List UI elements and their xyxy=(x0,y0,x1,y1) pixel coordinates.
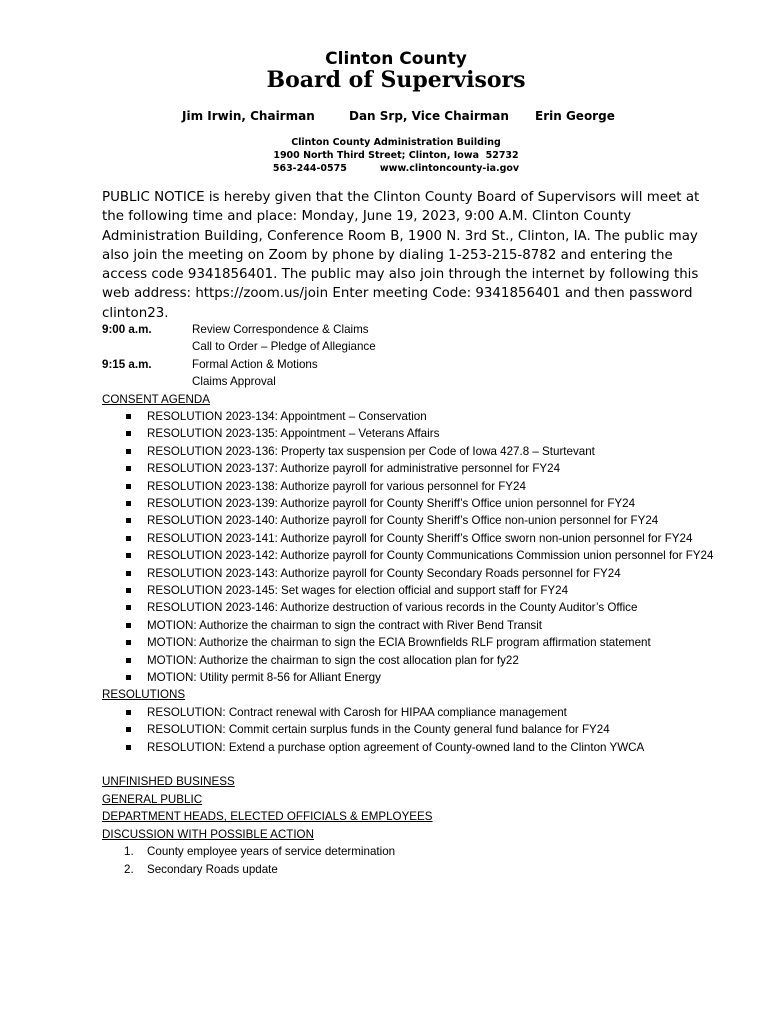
list-item: RESOLUTION 2023-142: Authorize payroll for County Communications Commission union personnel for FY24 xyxy=(102,547,722,564)
list-item: RESOLUTION 2023-139: Authorize payroll for County Sheriff’s Office union personnel for FY24 xyxy=(102,495,722,512)
item-text: Secondary Roads update xyxy=(147,862,278,876)
list-item xyxy=(102,861,722,878)
item-number: 2. xyxy=(124,862,134,876)
list-item: RESOLUTION 2023-138: Authorize payroll for various personnel for FY24 xyxy=(102,478,722,495)
list-item: RESOLUTION 2023-140: Authorize payroll for County Sheriff’s Office non-union personnel for FY24 xyxy=(102,512,722,529)
unfinished-business-heading: UNFINISHED BUSINESS xyxy=(102,775,235,789)
public-notice: PUBLIC NOTICE is hereby given that the Clinton County Board of Supervisors will meet at the following time and place: Monday, June 19, 2023, 9:00 A.M. Clinton County Administration Building, Conference Room B, 1900 N. 3rd St., Clinton, IA. The public may also join the meeting on Zoom by phone by dialing 1-253-215-8782 and entering the access code 9341856401. The public may also join through the internet by following this web address: https://zoom.us/join Enter meeting Code: 9341856401 and then password clinton23. xyxy=(102,190,700,321)
item-text: County employee years of service determination xyxy=(147,845,396,859)
general-public-heading: GENERAL PUBLIC xyxy=(102,792,203,806)
schedule-row xyxy=(102,321,722,338)
resolutions-list xyxy=(102,704,722,756)
schedule-item: Review Correspondence & Claims xyxy=(192,323,369,336)
county-name: Clinton County xyxy=(325,49,467,69)
list-item: RESOLUTION: Commit certain surplus funds in the County general fund balance for FY24 xyxy=(102,721,722,738)
official-chairman: Jim Irwin, Chairman xyxy=(182,109,315,123)
item-number: 1. xyxy=(124,845,134,859)
list-item: RESOLUTION 2023-134: Appointment – Conservation xyxy=(102,408,722,425)
schedule-time: 9:15 a.m. xyxy=(102,357,152,371)
list-item: RESOLUTION 2023-143: Authorize payroll for County Secondary Roads personnel for FY24 xyxy=(102,565,722,582)
list-item: RESOLUTION 2023-141: Authorize payroll for County Sheriff’s Office sworn non-union personnel for FY24 xyxy=(102,530,722,547)
discussion-list xyxy=(102,843,722,878)
schedule-time: 9:00 a.m. xyxy=(102,323,152,336)
list-item: MOTION: Authorize the chairman to sign the ECIA Brownfields RLF program affirmation statement xyxy=(102,634,722,651)
schedule-row xyxy=(102,373,722,390)
list-item: RESOLUTION: Extend a purchase option agreement of County-owned land to the Clinton YWCA xyxy=(102,739,722,756)
list-item: MOTION: Authorize the chairman to sign the contract with River Bend Transit xyxy=(102,617,722,634)
schedule-item: Claims Approval xyxy=(192,375,276,389)
address-contact: 563-244-0575 www.clintoncounty-ia.gov xyxy=(272,163,520,174)
list-item: RESOLUTION 2023-146: Authorize destruction of various records in the County Auditor’s Office xyxy=(102,599,722,616)
consent-agenda-list xyxy=(102,408,722,687)
discussion-heading: DISCUSSION WITH POSSIBLE ACTION xyxy=(102,827,314,841)
spacer xyxy=(102,756,722,773)
official-member: Erin George xyxy=(535,109,615,123)
list-item: MOTION: Authorize the chairman to sign the cost allocation plan for fy22 xyxy=(102,652,722,669)
list-item xyxy=(102,843,722,860)
list-item: RESOLUTION: Contract renewal with Carosh for HIPAA compliance management xyxy=(102,704,722,721)
schedule-row xyxy=(102,356,722,373)
list-item: RESOLUTION 2023-137: Authorize payroll for administrative personnel for FY24 xyxy=(102,460,722,477)
list-item: MOTION: Utility permit 8-56 for Alliant Energy xyxy=(102,669,722,686)
board-title: Board of Supervisors xyxy=(266,67,526,93)
agenda-body xyxy=(102,321,722,878)
department-heads-heading: DEPARTMENT HEADS, ELECTED OFFICIALS & EMPLOYEES xyxy=(102,810,433,824)
address-street: 1900 North Third Street; Clinton, Iowa 52732 xyxy=(273,150,519,161)
list-item: RESOLUTION 2023-136: Property tax suspension per Code of Iowa 427.8 – Sturtevant xyxy=(102,443,722,460)
officials-row xyxy=(0,109,770,125)
consent-agenda-heading: CONSENT AGENDA xyxy=(102,392,211,406)
schedule-row xyxy=(102,338,722,355)
resolutions-heading: RESOLUTIONS xyxy=(102,688,186,702)
list-item: RESOLUTION 2023-135: Appointment – Veterans Affairs xyxy=(102,425,722,442)
schedule-item: Formal Action & Motions xyxy=(192,357,318,371)
address-building: Clinton County Administration Building xyxy=(291,137,501,148)
schedule-item: Call to Order – Pledge of Allegiance xyxy=(192,340,376,354)
official-vice-chairman: Dan Srp, Vice Chairman xyxy=(349,109,509,123)
list-item: RESOLUTION 2023-145: Set wages for election official and support staff for FY24 xyxy=(102,582,722,599)
